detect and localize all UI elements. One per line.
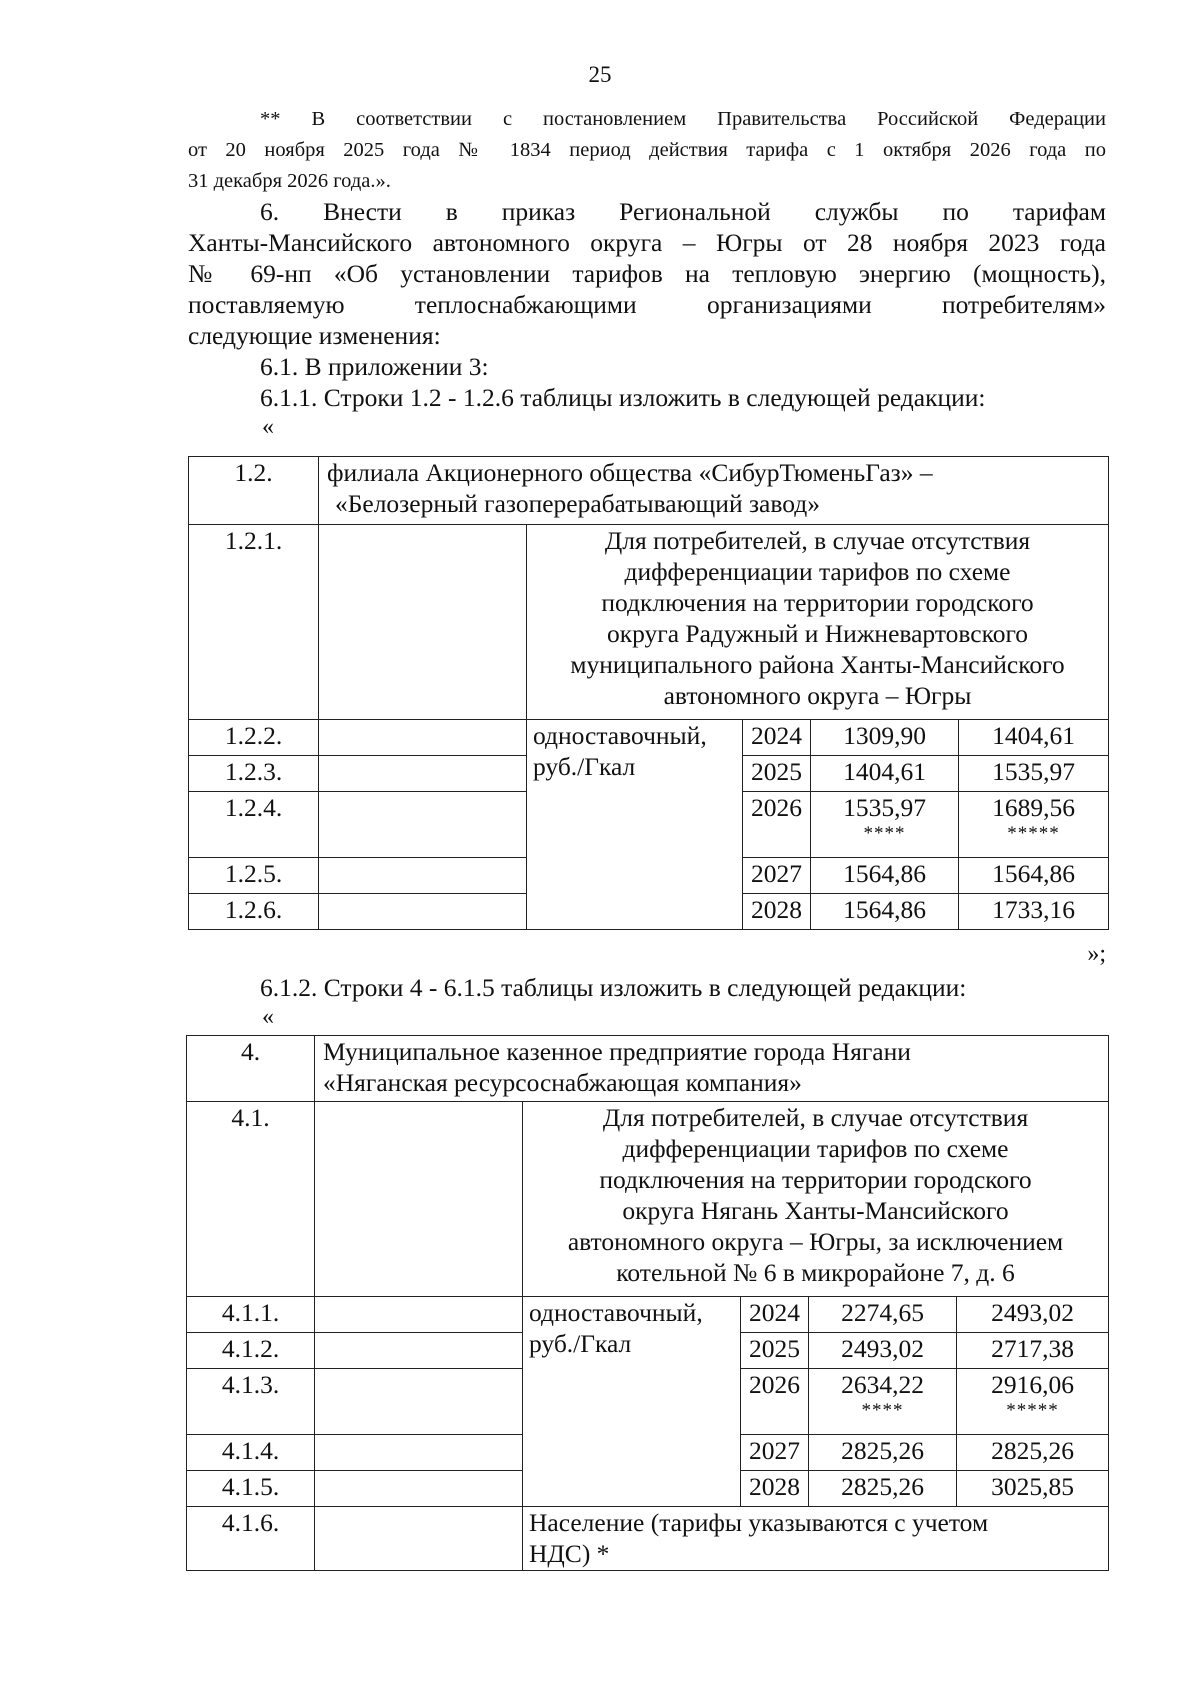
year-cell: 2028	[741, 1471, 809, 1507]
empty-cell	[319, 894, 527, 930]
year-cell: 2026	[741, 1369, 809, 1435]
description-line: Для потребителей, в случае отсутствия	[602, 1103, 1029, 1132]
row-number: 4.1.1.	[187, 1297, 315, 1333]
tariff-value-h2: 1535,97	[959, 756, 1109, 792]
tariff-type-line: руб./Гкал	[529, 1329, 632, 1358]
row-number: 1.2.6.	[189, 894, 319, 930]
tariff-value: 2634,22	[841, 1370, 924, 1399]
year-cell: 2024	[743, 720, 811, 756]
tariff-value-h2	[959, 792, 1109, 858]
tariff-value-h2: 2493,02	[957, 1297, 1109, 1333]
row-number: 1.2.3.	[189, 756, 319, 792]
year-cell: 2025	[741, 1333, 809, 1369]
empty-cell	[319, 720, 527, 756]
description-line: дифференциации тарифов по схеме	[622, 1134, 1009, 1163]
year-cell: 2024	[741, 1297, 809, 1333]
description-line: автономного округа – Югры, за исключением	[567, 1227, 1064, 1256]
organization-name-line: филиала Акционерного общества «СибурТюменьГаз» –	[327, 458, 933, 487]
paragraph-line: поставляемую теплоснабжающими организациями потребителям»	[188, 290, 1106, 319]
row-number: 1.2.1.	[189, 525, 319, 720]
organization-name-line: «Белозерный газоперерабатывающий завод»	[335, 489, 820, 518]
description-line: округа Нягань Ханты-Мансийского	[622, 1196, 1009, 1225]
row-number: 4.1.2.	[187, 1333, 315, 1369]
tariff-value-h1: 1564,86	[811, 858, 959, 894]
description-line: подключения на территории городского	[601, 588, 1034, 617]
year-cell: 2025	[743, 756, 811, 792]
tariff-value-h2: 1404,61	[959, 720, 1109, 756]
tariff-type-line: одноставочный,	[533, 721, 707, 750]
paragraph-line: 6. Внести в приказ Региональной службы по тарифам	[260, 197, 1106, 226]
tariff-value-h1: 1309,90	[811, 720, 959, 756]
tariff-type	[523, 1297, 741, 1507]
row-number: 4.1.6.	[187, 1507, 315, 1571]
description-line: дифференциации тарифов по схеме	[624, 557, 1011, 586]
row-number: 4.1.5.	[187, 1471, 315, 1507]
tariff-table-2	[186, 1035, 1109, 1571]
description-line: муниципального района Ханты-Мансийского	[570, 650, 1065, 679]
tariff-type-line: руб./Гкал	[533, 752, 636, 781]
subpoint-6-1-1: 6.1.1. Строки 1.2 - 1.2.6 таблицы изложить в следующей редакции:	[260, 383, 986, 412]
row-number: 1.2.2.	[189, 720, 319, 756]
tariff-value-h1: 2825,26	[809, 1471, 957, 1507]
empty-cell	[315, 1507, 523, 1571]
description-line: округа Радужный и Нижневартовского	[606, 619, 1029, 648]
year-cell: 2028	[743, 894, 811, 930]
close-quote: »;	[1087, 941, 1106, 967]
subpoint-6-1: 6.1. В приложении 3:	[260, 352, 489, 381]
tariff-value-h1	[811, 792, 959, 858]
tariff-note: *****	[1007, 823, 1060, 844]
consumer-description	[523, 1102, 1109, 1297]
tariff-type-line: одноставочный,	[529, 1298, 703, 1327]
paragraph-line: следующие изменения:	[188, 321, 441, 350]
tariff-value: 1535,97	[843, 793, 926, 822]
tariff-value: 2916,06	[991, 1370, 1074, 1399]
row-number: 4.1.3.	[187, 1369, 315, 1435]
population-note-line: НДС) *	[529, 1539, 610, 1568]
tariff-value-h1: 2274,65	[809, 1297, 957, 1333]
organization-name	[319, 457, 1109, 525]
population-note	[523, 1507, 1109, 1571]
row-number: 1.2.	[189, 457, 319, 525]
tariff-note: ****	[861, 1400, 904, 1421]
empty-cell	[319, 858, 527, 894]
tariff-note: *****	[1006, 1400, 1059, 1421]
tariff-table-1	[188, 456, 1109, 930]
tariff-value: 1689,56	[992, 793, 1075, 822]
year-cell: 2027	[741, 1435, 809, 1471]
paragraph-line: № 69-нп «Об установлении тарифов на тепловую энергию (мощность),	[188, 259, 1106, 288]
tariff-note: ****	[863, 823, 906, 844]
paragraph-line: Ханты-Мансийского автономного округа – Югры от 28 ноября 2023 года	[188, 228, 1106, 257]
tariff-value-h2: 3025,85	[957, 1471, 1109, 1507]
organization-name-line: «Няганская ресурсоснабжающая компания»	[323, 1068, 802, 1097]
empty-cell	[315, 1369, 523, 1435]
description-line: автономного округа – Югры	[663, 681, 972, 710]
row-number: 4.1.4.	[187, 1435, 315, 1471]
page-number: 25	[588, 62, 612, 87]
tariff-value-h2	[957, 1369, 1109, 1435]
tariff-value-h1: 1404,61	[811, 756, 959, 792]
tariff-value-h2: 2717,38	[957, 1333, 1109, 1369]
description-line: котельной № 6 в микрорайоне 7, д. 6	[616, 1258, 1015, 1287]
tariff-value-h2: 1564,86	[959, 858, 1109, 894]
row-number: 4.1.	[187, 1102, 315, 1297]
subpoint-6-1-2: 6.1.2. Строки 4 - 6.1.5 таблицы изложить в следующей редакции:	[260, 973, 967, 1002]
consumer-description	[527, 525, 1109, 720]
footnote	[188, 104, 1106, 197]
tariff-value-h1: 2493,02	[809, 1333, 957, 1369]
paragraph-6	[188, 196, 1106, 351]
empty-cell	[319, 756, 527, 792]
organization-name-line: Муниципальное казенное предприятие города Нягани	[323, 1037, 911, 1066]
footnote-line: ** В соответствии с постановлением Правительства Российской Федерации	[260, 108, 1106, 130]
tariff-value-h2: 1733,16	[959, 894, 1109, 930]
tariff-value-h1	[809, 1369, 957, 1435]
year-cell: 2026	[743, 792, 811, 858]
tariff-type	[527, 720, 743, 930]
empty-cell	[315, 1471, 523, 1507]
tariff-value-h2: 2825,26	[957, 1435, 1109, 1471]
description-line: подключения на территории городского	[599, 1165, 1032, 1194]
empty-cell	[315, 1102, 523, 1297]
empty-cell	[315, 1435, 523, 1471]
tariff-value-h1: 1564,86	[811, 894, 959, 930]
empty-cell	[319, 792, 527, 858]
open-quote: «	[262, 1004, 274, 1030]
open-quote: «	[262, 414, 274, 440]
row-number: 1.2.4.	[189, 792, 319, 858]
empty-cell	[315, 1297, 523, 1333]
tariff-value-h1: 2825,26	[809, 1435, 957, 1471]
population-note-line: Население (тарифы указываются с учетом	[529, 1508, 989, 1537]
organization-name	[315, 1036, 1109, 1102]
year-cell: 2027	[743, 858, 811, 894]
empty-cell	[315, 1333, 523, 1369]
description-line: Для потребителей, в случае отсутствия	[604, 526, 1031, 555]
row-number: 4.	[187, 1036, 315, 1102]
row-number: 1.2.5.	[189, 858, 319, 894]
footnote-line: от 20 ноября 2025 года № 1834 период действия тарифа с 1 октября 2026 года по	[188, 139, 1106, 161]
empty-cell	[319, 525, 527, 720]
footnote-line: 31 декабря 2026 года.».	[188, 170, 391, 192]
